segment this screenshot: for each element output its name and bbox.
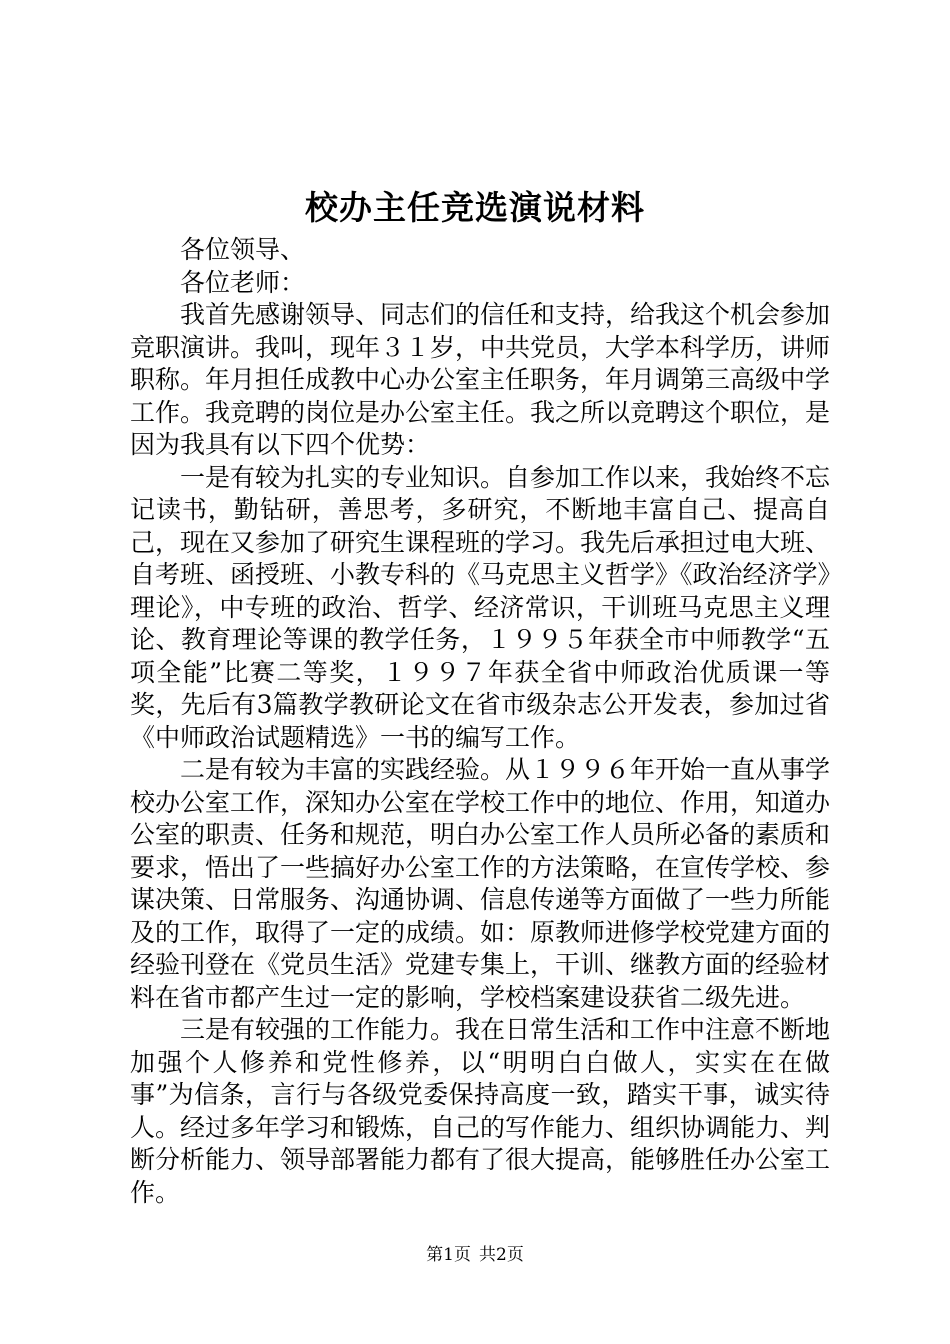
paragraph-advantage-ability: 三是有较强的工作能力。我在日常生活和工作中注意不断地加强个人修养和党性修养，以“明明白白做人，实实在在做事”为信条，言行与各级党委保持高度一致，踏实干事，诚实待人。经过多年学习和锻炼，自己的写作能力、组织协调能力、判断分析能力、领导部署能力都有了很大提高，能够胜任办公室工作。 <box>130 1015 831 1207</box>
salutation-teachers: 各位老师： <box>180 267 306 297</box>
paragraph-advantage-experience: 二是有较为丰富的实践经验。从１９９６年开始一直从事学校办公室工作，深知办公室在学校工作中的地位、作用，知道办公室的职责、任务和规范，明白办公室工作人员所必备的素质和要求，悟出了一些搞好办公室工作的方法策略，在宣传学校、参谋决策、日常服务、沟通协调、信息传递等方面做了一些力所能及的工作，取得了一定的成绩。如：原教师进修学校党建方面的经验刊登在《党员生活》党建专集上，干训、继教方面的经验材料在省市都产生过一定的影响，学校档案建设获省二级先进。 <box>130 755 831 1012</box>
document-title: 校办主任竞选演说材料 <box>305 188 645 227</box>
paragraph-advantage-knowledge: 一是有较为扎实的专业知识。自参加工作以来，我始终不忘记读书，勤钻研，善思考，多研究，不断地丰富自己、提高自己，现在又参加了研究生课程班的学习。我先后承担过电大班、自考班、函授班、小教专科的《马克思主义哲学》《政治经济学》理论》，中专班的政治、哲学、经济常识，干训班马克思主义理论、教育理论等课的教学任务，１９９５年获全市中师教学“五项全能”比赛二等奖，１９９７年获全省中师政治优质课一等奖，先后有3篇教学教研论文在省市级杂志公开发表，参加过省《中师政治试题精选》一书的编写工作。 <box>130 462 831 752</box>
page-footer <box>0 1243 950 1267</box>
paragraph-introduction: 我首先感谢领导、同志们的信任和支持，给我这个机会参加竞职演讲。我叫，现年３１岁，中共党员，大学本科学历，讲师职称。年月担任成教中心办公室主任职务，年月调第三高级中学工作。我竞聘的岗位是办公室主任。我之所以竞聘这个职位，是因为我具有以下四个优势： <box>130 300 831 459</box>
page-number-total: 共2页 <box>479 1245 524 1265</box>
salutation-leaders: 各位领导、 <box>180 235 306 264</box>
document-body <box>130 234 830 1209</box>
page-number-current: 第1页 <box>426 1245 471 1265</box>
